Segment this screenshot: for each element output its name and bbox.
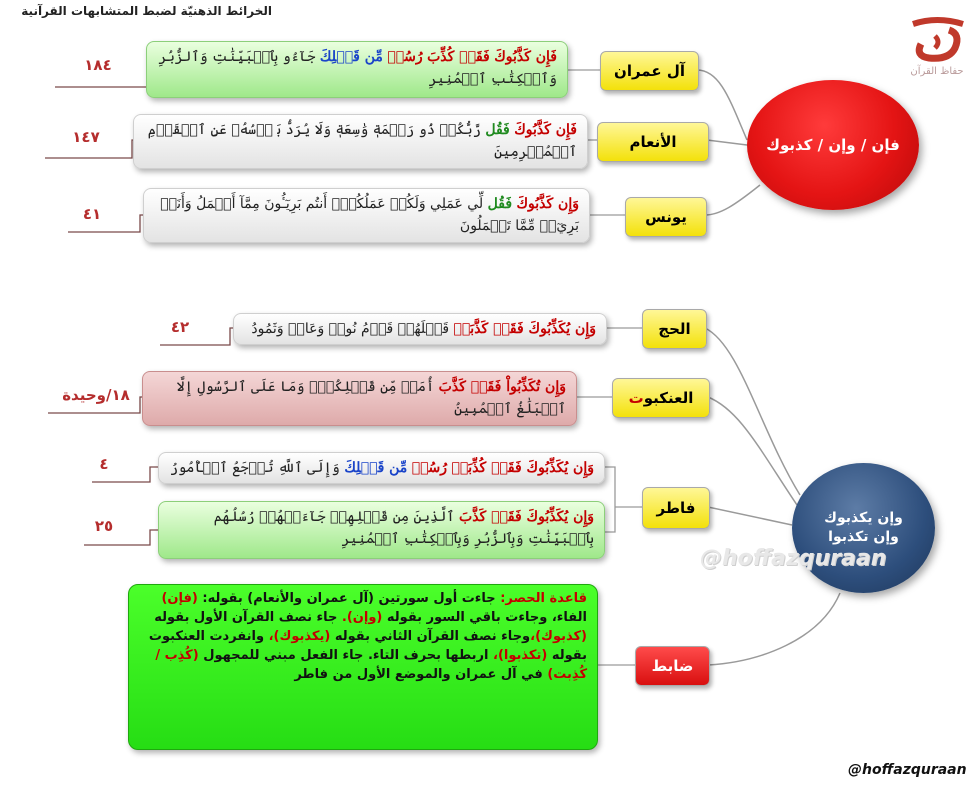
ref-number-al-imran: ١٨٤: [84, 56, 112, 74]
rule-r1: (فإن): [161, 591, 198, 606]
ref-number-hajj: ٤٢: [170, 318, 190, 336]
verse-fatir1-p2: رُسُلٞ: [411, 460, 448, 476]
rule-t4: وجاء نصف القرآن الثاني بقوله: [334, 629, 531, 644]
rule-box: [128, 584, 598, 750]
ref-number-fatir-2: ٢٥: [94, 517, 114, 535]
rule-t2: الفاء، وجاءت باقي السور بقوله: [386, 610, 587, 625]
page-title: الخرائط الذهنيّة لضبط المتشابهات القرآنية: [21, 4, 272, 18]
verse-ankabut-p1: وَإِن تُكَذِّبُواْ فَقَدۡ كَذَّبَ: [438, 379, 566, 395]
ref-number-fatir-1: ٤: [99, 455, 109, 473]
link-anam: [707, 140, 747, 145]
rule-t5: وانفردت العنكبوت بقوله: [148, 629, 587, 663]
link-fatir-bracket: [605, 467, 642, 532]
verse-yunus-p3: لِّي عَمَلِي وَلَكُمۡ عَمَلُكُمۡۖ أَنتُم بَرِيٓـُٔونَ مِمَّآ أَعۡمَلُ وَأَنَا۠ بَرِيٓءٞ مِّمَّا تَعۡمَلُونَ: [160, 196, 579, 234]
link-fatir: [708, 507, 792, 525]
central-node-yukadhibuk: [792, 463, 935, 593]
verse-fatir2-p2: ٱلَّذِينَ مِن قَبۡلِهِمۡ جَآءَتۡهُمۡ رُسُلُهُم بِٱلۡبَيِّنَٰتِ وَبِٱلزُّبُرِ وَبِٱلۡكِتَٰبِ ٱلۡمُنِيرِ: [213, 509, 594, 547]
verse-fatir-2: [158, 501, 605, 559]
verse-al-imran-p5: جَآءُو بِٱلۡبَيِّنَٰتِ وَٱلزُّبُرِ وَٱلۡكِتَٰبِ ٱلۡمُنِيرِ: [158, 49, 557, 87]
rule-r5: (تكذبوا)،: [493, 648, 548, 663]
verse-fatir1-p1: وَإِن يُكَذِّبُوكَ فَقَدۡ كُذِّبَتۡ: [451, 460, 594, 476]
verse-al-imran-p4: مِّن قَبۡلِكَ: [319, 49, 383, 65]
author-handle: @hoffazquraan: [848, 762, 967, 778]
tag-yunus: يونس: [625, 197, 707, 237]
verse-fatir1-p4: وَإِلَى ٱللَّهِ تُرۡجَعُ ٱلۡأُمُورُ: [169, 460, 340, 476]
rule-t3: جاء نصف القرآن الأول بقوله: [154, 610, 338, 625]
verse-yunus-p2: فَقُل: [487, 196, 513, 212]
rule-r3: (كذبوك)،: [530, 629, 587, 644]
ref-number-anam: ١٤٧: [72, 128, 100, 146]
logo-mark-icon: [905, 14, 969, 68]
verse-al-imran-p1: فَإِن كَذَّبُوكَ: [494, 49, 557, 65]
tag-anam: الأنعام: [597, 122, 709, 162]
central-node-line1: وإن يكذبوك: [824, 510, 903, 527]
rule-t6: اربطها بحرف التاء. جاء الفعل مبني للمجهول: [203, 648, 489, 663]
tag-al-imran: آل عمران: [600, 51, 699, 91]
link-ankabut: [708, 397, 797, 505]
link-hajj: [705, 328, 800, 495]
ref-number-yunus: ٤١: [82, 205, 102, 223]
tag-dabit: ضابط: [635, 646, 710, 686]
verse-anam-p1: فَإِن كَذَّبُوكَ: [514, 122, 577, 138]
verse-yunus: [143, 188, 590, 243]
verse-anam-p2: فَقُل: [485, 122, 510, 138]
tag-hajj: الحج: [642, 309, 707, 349]
verse-hajj-p2: قَبۡلَهُمۡ قَوۡمُ نُوحٖ وَعَادٞ وَثَمُودُ: [251, 321, 450, 337]
tag-fatir: فاطر: [642, 487, 710, 529]
verse-al-imran: [146, 41, 568, 98]
verse-ankabut: [142, 371, 577, 426]
rule-r6: (كُذِب / كُذِبت): [155, 648, 587, 682]
verse-hajj: [233, 313, 607, 345]
logo-text: حفاظ القرآن: [910, 66, 964, 77]
central-node-kadhabuk: [747, 80, 919, 210]
verse-al-imran-p2: فَقَدۡ كُذِّبَ: [427, 49, 490, 65]
verse-ankabut-p2: أُمَمٞ مِّن قَبۡلِكُمۡۖ وَمَا عَلَى ٱلرَّسُولِ إِلَّا ٱلۡبَلَٰغُ ٱلۡمُبِينُ: [176, 379, 566, 417]
rule-r2: (وإن).: [341, 610, 383, 625]
ref-number-ankabut: ١٨/وحيدة: [62, 386, 130, 404]
rule-t1: جاءت أول سورتين (آل عمران والأنعام) بقوله:: [202, 591, 496, 606]
link-dabit: [708, 593, 840, 665]
verse-yunus-p1: وَإِن كَذَّبُوكَ: [516, 196, 579, 212]
tag-ankabut-ta: ت: [628, 389, 644, 407]
verse-fatir-1: [158, 452, 605, 484]
rule-t7: في آل عمران والموضع الأول من فاطر: [294, 667, 543, 682]
watermark: @hoffazquraan: [700, 546, 887, 571]
verse-anam-p3: رَّبُّكُمۡ ذُو رَحۡمَةٖ وَٰسِعَةٖ وَلَا يُرَدُّ بَأۡسُهُۥ عَنِ ٱلۡقَوۡمِ ٱلۡمُجۡرِمِينَ: [147, 122, 577, 160]
verse-hajj-p1: وَإِن يُكَذِّبُوكَ فَقَدۡ كَذَّبَتۡ: [453, 321, 596, 337]
central-node-label: فإن / وإن / كذبوك: [766, 136, 900, 154]
verse-fatir2-p1: وَإِن يُكَذِّبُوكَ فَقَدۡ كَذَّبَ: [459, 509, 594, 525]
verse-fatir1-p3: مِّن قَبۡلِكَ: [344, 460, 408, 476]
verse-anam: [133, 114, 588, 169]
verse-al-imran-p3: رُسُلٞ: [387, 49, 423, 65]
rule-r4: (يكذبوك)،: [268, 629, 331, 644]
central-node-line2: وإن تكذبوا: [828, 529, 899, 545]
link-yunus: [705, 185, 760, 215]
tag-ankabut-main: العنكبو: [643, 389, 694, 407]
tag-ankabut: [612, 378, 710, 418]
logo: [905, 14, 969, 84]
rule-heading: قاعدة الحصر:: [500, 591, 587, 606]
